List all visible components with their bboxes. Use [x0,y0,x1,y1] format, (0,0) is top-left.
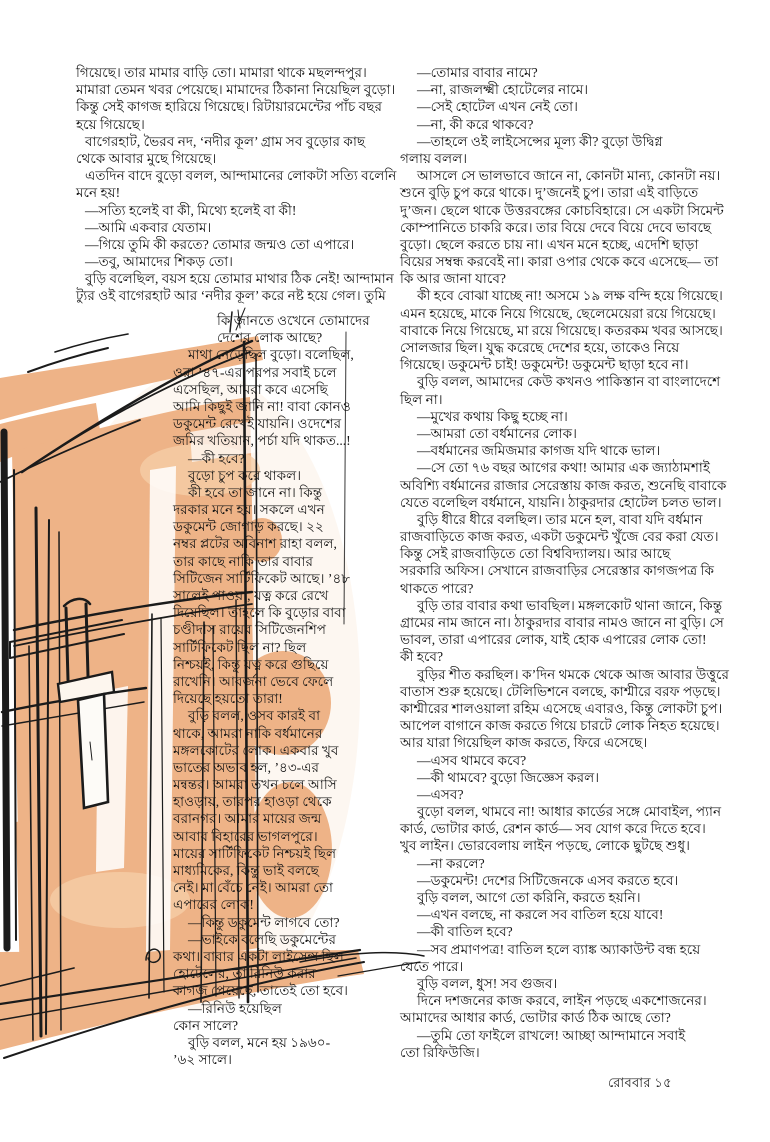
text-line: —না, রাজলক্ষ্মী হোটেলের নামে। [417,82,589,98]
text-line: দু’জন। ছেলে থাকে উত্তরবঙ্গের কোচবিহারে। সে একটা সিমেন্ট [400,202,724,218]
text-line: ছিল না। [400,391,443,407]
text-line: কিন্তু সেই কাগজ হারিয়ে গিয়েছে। রিটায়ারমেন্টের পাঁচ বছর [76,99,382,115]
text-line: তো রিফিউজি। [400,1044,480,1060]
text-line: —এসব? [417,786,464,802]
text-line: মাথা নেড়েছিল বুড়ো। বলেছিল, [188,347,354,363]
text-line: কোন সালে? [173,1017,239,1033]
text-line: সরকারি অফিস। সেখানে রাজবাড়ির সেরেস্তার কাগজপত্র কি [400,563,714,579]
text-line: বুড়ি বলল, মনে হয় ১৯৬০- [188,1034,331,1050]
text-line: কাগজ পেয়েছে, তাতেই তো হবে। [173,983,348,999]
text-line: এপারের লোক! [173,897,254,913]
text-line: —মুখের কথায় কিছু হচ্ছে না। [417,408,568,424]
text-line: বুড়ো বলল, থামবে না! আধার কার্ডের সঙ্গে মোবাইল, প্যান [417,804,722,820]
text-line: হাওড়ায়, তারপর হাওড়া থেকে [173,794,332,810]
text-line: হয়ে গিয়েছে। [76,116,145,132]
text-line: আবার বিহারের ভাগলপুরে। [173,828,318,844]
text-line: —সে তো ৭৬ বছর আগের কথা! আমার এক জ্যাঠামশাই [417,460,710,476]
text-line: থাকতে পারে? [400,580,474,596]
text-line: ভাতের অভাব হল, ’৪৩-এর [173,759,320,775]
text-line: —বর্ধমানের জমিজমার কাগজ যদি থাকে ভাল। [417,443,661,459]
text-line: কাশ্মীরের শালওয়ালা রহিম এসেছে এবারও, কিন্তু লোকটা চুপ। [400,700,723,716]
text-line: গলায় বলল। [400,150,468,166]
text-line: শুনে বুড়ি চুপ করে থাকে। দু’জনেই চুপ। তারা এই বাড়িতে [400,185,699,201]
text-line: সোলজার ছিল। যুদ্ধ করেছে দেশের হয়ে, তাকেও নিয়ে [400,340,680,355]
text-line: —রিনিউ হয়েছিল [188,1000,282,1016]
text-line: দিয়েছিল। তাহলে কি বুড়োর বাবা [173,605,346,621]
text-line: বুড়ি ধীরে ধীরে বলছিল। তার মনে হল, বাবা যদি বর্ধমান [417,511,703,527]
text-line: মামারা তেমন খবর পেয়েছে। মামাদের ঠিকানা নিয়েছিল বুড়ো। [76,82,396,98]
text-line: বুড়ি বলল, আগে তো করিনি, করতে হয়নি। [417,890,641,905]
text-line: বুড়ি বলল, ওসব কারই বা [188,708,321,724]
text-line: বুড়ি তার বাবার কথা ভাবছিল। মঙ্গলকোট থানা জানে, কিন্তু [417,597,723,613]
text-line: ওরা ’৪৭-এর পরপর সবাই চলে [173,364,337,380]
text-line: বুড়ি বলল, ধুস! সব গুজব। [417,975,558,991]
text-line: নম্বর প্লটের অবিনাশ রাহা বলল, [173,536,337,552]
page-footer: রোববার ১৫ [608,1075,672,1090]
text-line: —এখন বলছে, না করলে সব বাতিল হয়ে যাবে! [417,907,664,923]
text-line: মাধ্যমিকের, কিন্তু ভাই বলছে [173,863,319,878]
text-line: ট্যুর ওই বাগেরহাট আর ‘নদীর কূল’ করে নষ্ট হয়ে গেল। তুমি [76,288,386,304]
text-line: মনে হয়! [76,185,121,201]
text-line: বুড়ি বলল, আমাদের কেউ কখনও পাকিস্তান বা বাংলাদেশে [417,374,721,390]
text-line: বাবাকে নিয়ে গিয়েছে, মা রয়ে গিয়েছে। কতরকম খবর আসছে। [400,322,723,338]
text-line: কার্ড, ভোটার কার্ড, রেশন কার্ড— সব যোগ করে দিতে হবে। [400,821,706,837]
text-line: নেই। মা বেঁচে নেই। আমরা তো [173,880,333,896]
text-line: কী হবে তা জানে না। কিন্তু [188,484,323,500]
text-line: কথা। বাবার একটা লাইসেন্স ছিল [173,948,344,964]
text-line: ভাবল, তারা এপারের লোক, যাই হোক এপারের লোক তো! [400,632,707,648]
text-line: সিটিজেন সার্টিফিকেট আছে। ’৪৮ [173,570,351,586]
text-line: রাজবাড়িতে কাজ করত, একটা ডকুমেন্ট খুঁজে বের করা যেত। [400,529,719,545]
text-line: এমন হয়েছে, মাকে নিয়ে গিয়েছে, ছেলেমেয়েরা রয়ে গিয়েছে। [400,305,716,321]
text-line: ’৬২ সালে। [173,1052,232,1068]
text-line: অবিশ্যি বর্ধমানের রাজার সেরেস্তায় কাজ করত, শুনেছি বাবাকে [400,477,727,493]
text-line: —ডকুমেন্ট! দেশের সিটিজেনকে এসব করতে হবে। [417,872,679,888]
text-line: —তবু, আমাদের শিকড় তো। [85,254,234,270]
text-line: আসলে সে ভালভাবে জানে না, কোনটা মান্য, কোনটা নয়। [417,168,721,184]
text-line: দিয়েছে হয়তো তারা! [173,691,283,707]
text-line: —কী বাতিল হবে? [417,924,513,940]
text-line: থাকে, আমরা নাকি বর্ধমানের [173,725,323,741]
text-line: দরকার মনে হয়। সকলে এখন [173,502,325,518]
text-line: বিয়ের সম্বন্ধ করবেই না। কারা ওপার থেকে কবে এসেছে— তা [400,254,719,270]
text-line: কি আর জানা যাবে? [400,271,506,287]
text-line: কি জানতে ওখেনে তোমাদের [217,313,370,328]
text-line: আমাদের আধার কার্ড, ভোটার কার্ড ঠিক আছে তো? [400,1010,671,1026]
text-line: বুড়ি বলেছিল, বয়স হয়ে তোমার মাথার ঠিক নেই! আন্দামান [85,271,394,287]
text-line: আপেল বাগানে কাজ করতে গিয়ে চারটে লোক নিহত হয়েছে। [400,718,720,734]
text-line: —সব প্রমাণপত্র! বাতিল হলে ব্যাঙ্ক অ্যাকাউন্ট বন্ধ হয়ে [417,941,701,957]
text-line: —সত্যি হলেই বা কী, মিথ্যে হলেই বা কী! [85,202,297,218]
text-line: হোটেলের, তা রিনিউ করার [173,966,316,982]
text-line: কোম্পানিতে চাকরি করে। তার বিয়ে দেবে বিয়ে দেবে ভাবছে [400,219,712,235]
text-line: ডকুমেন্ট রেখেই যায়নি। ওদেশের [173,416,342,432]
text-line: আমি কিছুই জানি না! বাবা কোনও [173,398,351,414]
text-line: বুড়ো। ছেলে করতে চায় না। এখন মনে হচ্ছে, এদেশি ছাড়া [400,236,699,252]
text-line: আর যারা গিয়েছিল কাজ করতে, ফিরে এসেছে। [400,735,648,751]
text-line: বরানগর। আমার মায়ের জন্ম [173,811,322,827]
text-line: —আমি একবার যেতাম। [85,219,212,235]
text-line: —তোমার বাবার নামে? [417,65,538,80]
text-line: চণ্ডীদাস রায়ের সিটিজেনশিপ [173,622,327,638]
text-line: খুব লাইন। ভোরবেলায় লাইন পড়ছে, লোকে ছুটছে শুধু। [400,838,690,854]
text-line: —তুমি তো ফাইলে রাখলে! আচ্ছা আন্দামানে সবাই [417,1027,686,1043]
text-line: সালেই পাওয়া, যত্ন করে রেখে [173,588,329,603]
text-line: গিয়েছে। ডকুমেন্ট চাই! ডকুমেন্ট! ডকুমেন্ট ছাড়া হবে না। [400,357,689,373]
text-line: থেকে আবার মুছে গিয়েছে। [76,150,217,166]
text-line: —এসব থামবে কবে? [417,752,527,768]
text-line: মঙ্গলকোটের লোক। একবার খুব [173,742,339,758]
text-line: গ্রামের নাম জানে না। ঠাকুরদার বাবার নামও জানে না বুড়ি। সে [400,615,724,630]
text-line: —ভাইকে বলেছি ডকুমেন্টের [188,931,336,947]
text-line: কী হবে বোঝা যাচ্ছে না! অসমে ১৯ লক্ষ বন্দি হয়ে গিয়েছে। [417,288,723,304]
text-line: তার কাছে নাকি তার বাবার [173,553,313,569]
text-line: এতদিন বাদে বুড়ো বলল, আন্দামানের লোকটা সত্যি বলেনি [85,168,397,184]
text-line: কী হবে? [400,649,444,665]
text-line: ডকুমেন্ট জোগাড় করছে। ২২ [173,519,324,535]
text-line: নিশ্চয়ই, কিন্তু যত্ন করে গুছিয়ে [173,656,329,672]
text-line: বাগেরহাট, ভৈরব নদ, ‘নদীর কূল’ গ্রাম সব বুড়োর কাছ [85,133,366,149]
text-line: দেশের লোক আছে? [217,330,323,346]
text-line: এসেছিল, আমরা কবে এসেছি [173,381,328,397]
text-line: মন্বন্তর। আমরা তখন চলে আসি [173,777,337,793]
text-line: সার্টিফিকেট ছিল না? ছিল [173,639,307,655]
right-column [400,64,729,1061]
text-line: বুড়ো চুপ করে থাকল। [188,467,302,483]
text-line: রাখেনি। আবর্জনা ভেবে ফেলে [173,673,334,689]
text-line: যেতে বলেছিল বর্ধমানে, যায়নি। ঠাকুরদার হোটেল চলত ভাল। [400,494,722,510]
text-line: —আমরা তো বর্ধমানের লোক। [417,425,577,441]
text-line: মায়ের সার্টিফিকেট নিশ্চয়ই ছিল [173,845,337,861]
text-line: —কী হবে? [188,450,245,466]
text-line: —তাহলে ওই লাইসেন্সের মূল্য কী? বুড়ো উদ্বিগ্ন [417,133,663,149]
text-line: —কী থামবে? বুড়ো জিজ্ঞেস করল। [417,769,600,785]
text-line: বাতাস শুরু হয়েছে। টেলিভিশনে বলছে, কাশ্মীরে বরফ পড়ছে। [400,683,721,699]
left-column-wrapped [173,312,393,1068]
left-column-top [76,64,397,305]
text-line: —গিয়ে তুমি কী করতে? তোমার জন্মও তো এপারে। [85,236,355,252]
text-line: —না, কী করে থাকবে? [417,116,534,132]
text-line: বুড়ির শীত করছিল। ক’দিন থমকে থেকে আজ আবার উত্তুরে [417,666,729,682]
text-line: গিয়েছে। তার মামার বাড়ি তো। মামারা থাকে মছলন্দপুর। [76,65,367,80]
text-line: কিন্তু সেই রাজবাড়িতে তো বিশ্ববিদ্যালয়। আর আছে [400,546,671,562]
text-line: দিনে দশজনের কাজ করবে, লাইন পড়ছে একশোজনের। [417,993,707,1009]
text-line: —না করলে? [417,855,485,871]
text-line: —কিন্তু ডকুমেন্ট লাগবে তো? [188,914,340,930]
text-line: —সেই হোটেল এখন নেই তো। [417,99,578,115]
text-line: জমির খতিয়ান, পর্চা যদি থাকত...! [173,433,351,449]
text-line: যেতে পারে। [400,958,464,974]
